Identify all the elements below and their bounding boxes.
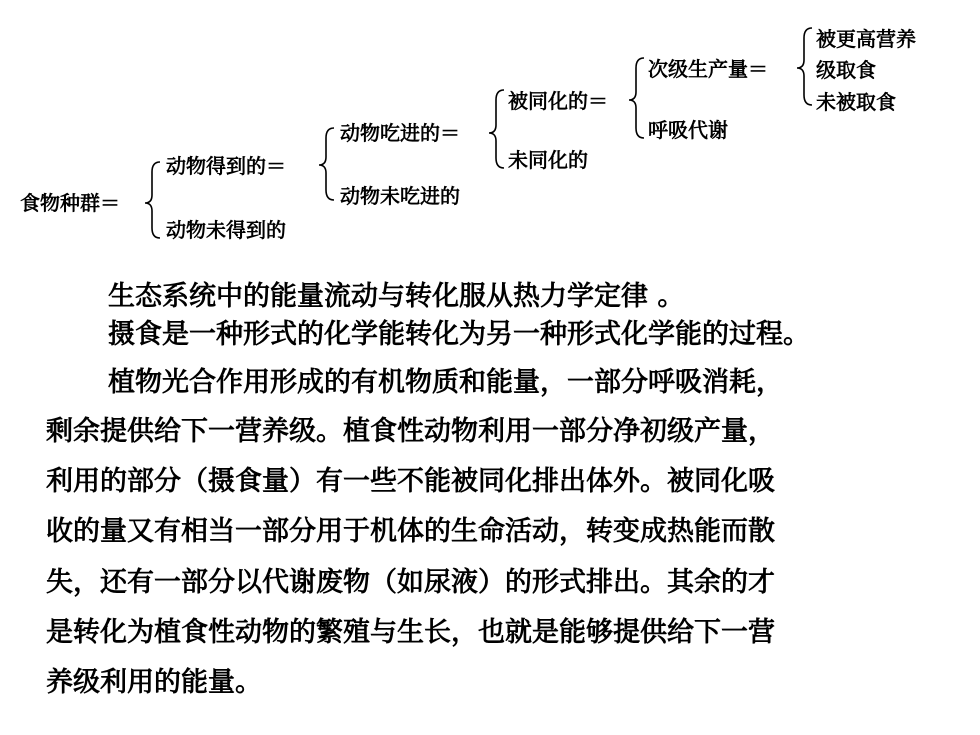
paragraph-line-2: 摄食是一种形式的化学能转化为另一种形式化学能的过程。 xyxy=(108,319,810,350)
level4-secondary-production: 次级生产量＝ xyxy=(648,57,768,81)
paragraph-line-1: 生态系统中的能量流动与转化服从热力学定律 。 xyxy=(108,281,685,312)
level5-higher-trophic-b: 级取食 xyxy=(816,58,876,82)
level3-not-assimilated: 未同化的 xyxy=(508,148,588,172)
level5-higher-trophic-a: 被更高营养 xyxy=(816,27,916,51)
level1-obtained: 动物得到的＝ xyxy=(166,154,286,178)
brace-level4 xyxy=(797,28,812,105)
level4-respiration: 呼吸代谢 xyxy=(648,118,728,142)
root-label: 食物种群＝ xyxy=(20,191,120,215)
level3-assimilated: 被同化的＝ xyxy=(508,89,608,113)
level5-not-consumed: 未被取食 xyxy=(816,90,896,114)
level1-not-obtained: 动物未得到的 xyxy=(166,218,286,242)
brace-level1 xyxy=(319,128,334,200)
paragraph-line-8: 是转化为植食性动物的繁殖与生长，也就是能够提供给下一营 xyxy=(46,617,775,648)
paragraph-line-5: 利用的部分（摄食量）有一些不能被同化排出体外。被同化吸 xyxy=(46,466,775,497)
paragraph-line-6: 收的量又有相当一部分用于机体的生命活动，转变成热能而散 xyxy=(46,516,775,547)
paragraph-line-9: 养级利用的能量。 xyxy=(46,667,262,698)
paragraph-line-3: 植物光合作用形成的有机物质和能量，一部分呼吸消耗， xyxy=(108,367,783,398)
paragraph-line-4: 剩余提供给下一营养级。植食性动物利用一部分净初级产量， xyxy=(46,416,775,447)
brace-root xyxy=(145,162,160,238)
brace-level3 xyxy=(629,58,644,138)
level2-eaten: 动物吃进的＝ xyxy=(340,121,460,145)
paragraph-line-7: 失，还有一部分以代谢废物（如尿液）的形式排出。其余的才 xyxy=(46,567,775,598)
brace-level2 xyxy=(489,90,504,168)
level2-not-eaten: 动物未吃进的 xyxy=(340,184,460,208)
